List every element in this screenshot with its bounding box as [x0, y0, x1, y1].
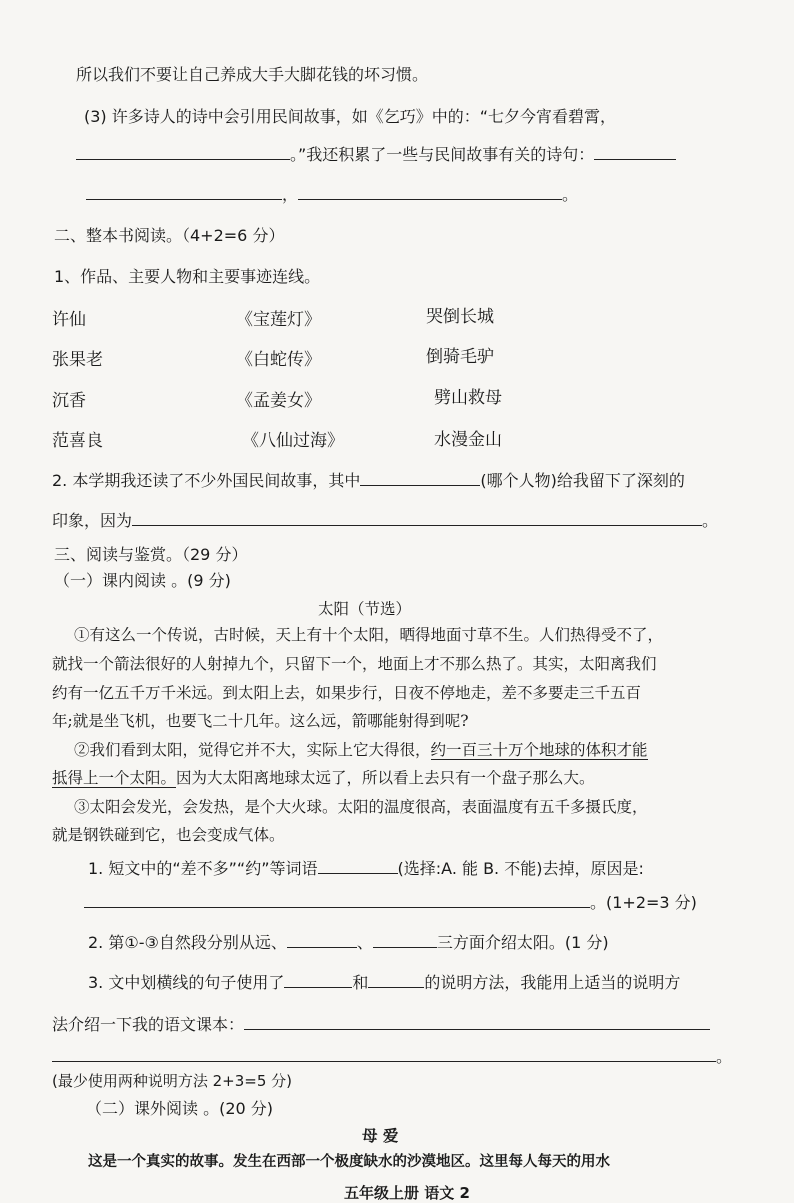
- section-2-title: 二、整本书阅读。（4+2=6 分）: [54, 226, 285, 245]
- answer-blank[interactable]: [244, 1028, 710, 1030]
- work-item[interactable]: 《白蛇传》: [236, 350, 321, 370]
- passage-line: ③太阳会发光，会发热，是个大火球。太阳的温度很高，表面温度有五千多摄氏度，: [74, 798, 648, 816]
- answer-blank[interactable]: [284, 986, 352, 988]
- passage-line: 就是钢铁碰到它，也会变成气体。: [52, 826, 285, 844]
- work-item[interactable]: 《宝莲灯》: [236, 310, 321, 330]
- deed-item[interactable]: 水漫金山: [434, 430, 502, 450]
- answer-blank[interactable]: [52, 1060, 716, 1062]
- passage-line: 这是一个真实的故事。发生在西部一个极度缺水的沙漠地区。这里每人每天的用水: [88, 1153, 610, 1170]
- question-2-row: [88, 930, 609, 953]
- answer-blank[interactable]: [76, 158, 290, 160]
- passage-title: 太阳（节选）: [318, 600, 412, 618]
- text-line: 2. 第①-③自然段分别从远、: [88, 933, 287, 952]
- subsection-1-title: （一）课内阅读 。(9 分): [54, 571, 231, 590]
- passage-line: 约有一亿五千万千米远。到太阳上去，如果步行，日夜不停地走，差不多要走三千五百: [52, 684, 642, 702]
- underlined-sentence: 抵得上一个太阳。: [52, 769, 177, 787]
- passage-title: 母 爱: [362, 1126, 399, 1145]
- text-line: 法介绍一下我的语文课本：: [52, 1015, 245, 1034]
- passage-line: ①有这么一个传说，古时候，天上有十个太阳，晒得地面寸草不生。人们热得受不了，: [74, 626, 664, 644]
- text-line: (哪个人物)给我留下了深刻的: [480, 471, 685, 490]
- text-line: 1. 短文中的“差不多”“约”等词语: [88, 859, 318, 878]
- person-item[interactable]: 张果老: [52, 350, 103, 370]
- question-3-note: (最少使用两种说明方法 2+3=5 分): [52, 1072, 293, 1090]
- answer-blank[interactable]: [368, 986, 424, 988]
- question-3-answer-row: [52, 1044, 732, 1067]
- text-line: 所以我们不要让自己养成大手大脚花钱的坏习惯。: [76, 65, 429, 84]
- question-2-reason-row: [52, 508, 718, 531]
- answer-blank[interactable]: [132, 524, 702, 526]
- answer-blank[interactable]: [318, 872, 398, 874]
- section-3-title: 三、阅读与鉴赏。（29 分）: [54, 545, 248, 564]
- page-footer: 五年级上册 语文 2: [344, 1184, 470, 1202]
- text-line: 和: [352, 973, 369, 992]
- question-3-row: [88, 970, 680, 993]
- person-item[interactable]: 沉香: [52, 391, 86, 411]
- deed-item[interactable]: 倒骑毛驴: [426, 347, 494, 367]
- question-3-text: (3) 许多诗人的诗中会引用民间故事，如《乞巧》中的：“七夕今宵看碧霄，: [84, 107, 617, 126]
- passage-line: [74, 738, 648, 760]
- question-3-answer-row: [76, 142, 676, 165]
- answer-blank[interactable]: [287, 946, 357, 948]
- question-1-row: [88, 856, 644, 879]
- period: 。: [562, 185, 579, 204]
- period: 。: [716, 1047, 733, 1066]
- deed-item[interactable]: 哭倒长城: [426, 307, 494, 327]
- text-line: (选择:A. 能 B. 不能)去掉，原因是:: [397, 859, 644, 878]
- comma: ，: [282, 185, 299, 204]
- text-line: 。(1+2=3 分): [590, 893, 697, 912]
- question-2-row: [52, 468, 685, 491]
- person-item[interactable]: 许仙: [52, 310, 86, 330]
- passage-line: [52, 766, 595, 788]
- subsection-2-title: （二）课外阅读 。(20 分): [86, 1099, 274, 1118]
- text-line: 。”我还积累了一些与民间故事有关的诗句：: [290, 145, 595, 164]
- answer-blank[interactable]: [373, 946, 437, 948]
- answer-blank[interactable]: [298, 198, 562, 200]
- work-item[interactable]: 《孟姜女》: [236, 391, 321, 411]
- period: 。: [702, 511, 719, 530]
- answer-blank[interactable]: [86, 198, 282, 200]
- text-line: 2. 本学期我还读了不少外国民间故事，其中: [52, 471, 361, 490]
- person-item[interactable]: 范喜良: [52, 431, 103, 451]
- text-line: 的说明方法，我能用上适当的说明方: [424, 973, 681, 992]
- text-line: 3. 文中划横线的句子使用了: [88, 973, 285, 992]
- passage-line: 就找一个箭法很好的人射掉九个，只留下一个，地面上才不那么热了。其实，太阳离我们: [52, 655, 657, 673]
- separator: 、: [356, 933, 373, 952]
- text-line: 三方面介绍太阳。(1 分): [436, 933, 609, 952]
- question-3-answer-row: [52, 1012, 710, 1035]
- answer-blank[interactable]: [594, 158, 676, 160]
- work-item[interactable]: 《八仙过海》: [242, 431, 344, 451]
- question-1-text: 1、作品、主要人物和主要事迹连线。: [54, 267, 321, 286]
- poem-answer-row: [86, 182, 578, 205]
- question-1-answer-row: [84, 890, 697, 913]
- answer-blank[interactable]: [84, 906, 590, 908]
- underlined-sentence: 约一百三十万个地球的体积才能: [430, 741, 648, 759]
- deed-item[interactable]: 劈山救母: [434, 388, 502, 408]
- text-line: 印象，因为: [52, 511, 133, 530]
- text-segment: ②我们看到太阳，觉得它并不大，实际上它大得很，: [74, 741, 431, 759]
- text-segment: 因为大太阳离地球太远了，所以看上去只有一个盘子那么大。: [176, 769, 595, 787]
- answer-blank[interactable]: [360, 484, 480, 486]
- passage-line: 年;就是坐飞机，也要飞二十几年。这么远，箭哪能射得到呢?: [52, 712, 469, 730]
